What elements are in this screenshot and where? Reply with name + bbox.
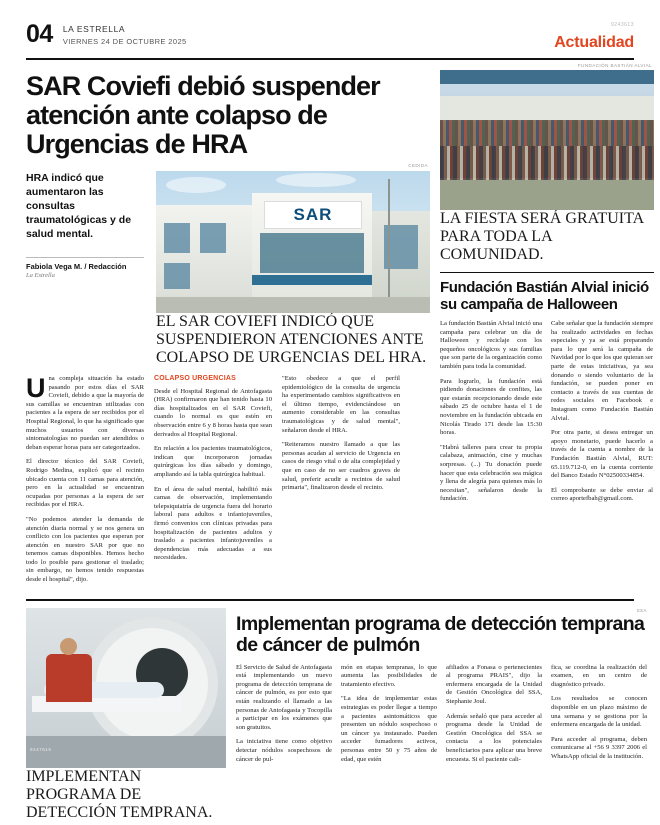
main-photo bbox=[156, 171, 430, 313]
paragraph: La fundación Bastián Alvial inició una campaña para celebrar un día de Halloween y reciclaje con los pequeños oncológicos y sus familias que son parte de la organización como también para toda la comunidad. bbox=[440, 320, 542, 370]
paragraph: món en etapas tempranas, lo que aumenta las posibilidades de tratamiento efectivo. bbox=[341, 663, 437, 688]
publication-date: VIERNES 24 DE OCTUBRE 2025 bbox=[62, 37, 187, 46]
paragraph: Desde el Hospital Regional de Antofagasta (HRA) confirmaron que han tenido hasta 10 días hospitalizados en el SAR Coviefi, cuando lo normal es que estén en observación entre 6 y 8 horas hasta que sean derivados al Hospital Regional. bbox=[154, 387, 272, 438]
paragraph: En el área de salud mental, habilitó más camas de observación, implementando telepsiquiatría de urgencia fuera del horario laboral para adultos e infantojuveniles, firmó convenios con clínicas privadas para hospitalización de pacientes adultos y traslado a pacientes infantojuveniles a dependencias más adecuadas a sus necesidades. bbox=[154, 485, 272, 562]
halloween-photo-credit: FUNDACIÓN BASTIÁN ALVIAL bbox=[577, 63, 652, 68]
main-lead-row bbox=[26, 163, 430, 367]
paragraph: afiliados a Fonasa o pertenecientes al programa PRAIS", dijo la enfermera encargada de la Unidad de Gestión Oncológica del SSA, Stephanie Joul. bbox=[446, 663, 542, 706]
cancer-title: Implementan programa de detección temprana de cáncer de pulmón bbox=[236, 612, 645, 656]
main-byline-sub: La Estrella bbox=[26, 272, 55, 279]
paragraph: El comprobante se debe enviar al correo aportefbah@gmail.com. bbox=[551, 486, 653, 503]
cancer-photo-caption: IMPLEMENTAN PROGRAMA DE DETECCIÓN TEMPRANA. bbox=[26, 767, 213, 821]
cancer-col-4 bbox=[551, 664, 647, 771]
main-lead-column bbox=[26, 171, 144, 367]
paragraph: "Habrá talleres para crear tu propia calabaza, animación, cine y muchas sorpresas. (...) Tu donación puede hacer que esta celebración sea mágica y llena de alegría para quienes más lo necesitan", señalaron desde la fundación. bbox=[440, 443, 542, 503]
main-col-3 bbox=[282, 375, 400, 591]
paragraph: La iniciativa tiene como objetivo detectar nódulos sospechosos de cáncer de pul- bbox=[236, 738, 332, 763]
paragraph: fica, se coordina la realización del examen, en un centro de diagnóstico privado. bbox=[551, 663, 647, 688]
main-col-2 bbox=[154, 375, 272, 591]
cancer-photo-block bbox=[26, 608, 226, 822]
paragraph: "No podemos atender la demanda de atención diaria normal y se nos genera un conflicto con los pacientes que esperan por atención en nuestro SAR por que no tenemos camas disponibles. Hemos hecho todo lo posible para gestionar el traslado; sin embargo, no hemos tenido respuestas desde el hospital", dijo. bbox=[26, 515, 144, 584]
paper-name: LA ESTRELLA bbox=[62, 24, 126, 34]
cancer-col-2 bbox=[341, 664, 437, 771]
cancer-col-3 bbox=[446, 664, 542, 771]
masthead bbox=[26, 22, 634, 60]
cancer-col-1 bbox=[236, 664, 332, 771]
main-byline: Fabiola Vega M. / Redacción bbox=[26, 257, 144, 271]
halloween-photo-caption: LA FIESTA SERÁ GRATUITA PARA TODA LA COMUNIDAD. bbox=[440, 210, 644, 263]
top-region bbox=[26, 63, 653, 591]
halloween-title: Fundación Bastián Alvial inició su campaña de Halloween bbox=[440, 279, 649, 313]
main-headline: SAR Coviefi debió suspender atención ante colapso de Urgencias de HRA bbox=[26, 71, 380, 159]
masthead-left bbox=[26, 22, 187, 46]
page-number: 04 bbox=[26, 20, 53, 48]
paragraph: "Esto obedece a que el perfil epidemiológico de la consulta de urgencia ha experimentado cambios significativos en el último tiempo, evidenciándose un aumento considerable en las consultas traumatológicas y de salud mental", señalaron desde el HRA. bbox=[282, 375, 400, 434]
story-main bbox=[26, 70, 430, 591]
story-halloween bbox=[440, 63, 654, 591]
paragraph: Una compleja situación ha estado pasando por estos días el SAR Coviefi, debido a que la mayoría de sus camillas se encuentran utilizadas con pacientes a la espera de ser recibidos por el Hospital Regional, lo que ha significado que muchos usuarios con diversas sintomatologías no puedan ser atendidos o deban esperar horas para ser categorizados. bbox=[26, 373, 144, 451]
section-title: Actualidad bbox=[554, 34, 634, 51]
paragraph: "Reiteramos nuestro llamado a que las personas acudan al servicio de Urgencia en casos de riesgo vital o de alta complejidad y que en caso de no ser cuadros graves de salud, preferir acudir a recintos de salud primaria", finalizaron desde el recinto. bbox=[282, 441, 400, 492]
halloween-columns bbox=[440, 320, 654, 510]
main-subhead: COLAPSO URGENCIAS bbox=[154, 375, 236, 382]
paragraph: En relación a los pacientes traumatológicos, indican que incorporaron jornadas quirúrgicas los días sábado y domingo, ampliando así la tabla quirúrgica habitual. bbox=[154, 445, 272, 478]
paragraph: El director técnico del SAR Coviefi, Rodrigo Medina, explicó que el recinto ubicado cuenta con 11 camas para atención, pero en la actualidad se encuentran ocupadas por personas a la espera de ser recibidas por el HRA. bbox=[26, 458, 144, 509]
story-cancer bbox=[26, 599, 647, 822]
cancer-photo bbox=[26, 608, 226, 768]
cancer-photo-credit: SSA bbox=[636, 607, 647, 613]
main-photo-block bbox=[156, 163, 430, 367]
halloween-photo bbox=[440, 70, 654, 210]
cancer-photo-code: 9247615 bbox=[30, 746, 52, 752]
masthead-right bbox=[554, 22, 634, 52]
paragraph: Los resultados se conocen disponible en un plazo máximo de una semana y se gestiona por la enfermera encargada de la unidad. bbox=[551, 695, 647, 729]
paragraph: El Servicio de Salud de Antofagasta está implementando un nuevo programa de detección temprana de cáncer de pulmón, es por esto que están realizando el llamado a las personas de Antofagasta y Tocopilla a participar en los exámenes que son gratuitos. bbox=[236, 663, 332, 731]
main-photo-caption: EL SAR COVIEFI INDICÓ QUE SUSPENDIERON ATENCIONES ANTE COLAPSO DE URGENCIAS DEL HRA. bbox=[156, 313, 427, 366]
halloween-divider bbox=[440, 272, 654, 273]
paragraph: Además señaló que para acceder al programa desde la Unidad de Gestión Oncológica del SSA se contacta a los potenciales beneficiarios para aplicar una breve encuesta. Si el paciente cali- bbox=[446, 712, 542, 763]
masthead-titles bbox=[63, 22, 187, 46]
halloween-col-2 bbox=[551, 320, 653, 510]
paragraph: Para acceder al programa, deben comunicarse al +56 9 3397 2006 el WhatsApp oficial de la institución. bbox=[551, 735, 647, 760]
cancer-text-block bbox=[236, 608, 647, 822]
main-lead-text: HRA indicó que aumentaron las consultas traumatológicas y de salud mental. bbox=[26, 172, 132, 240]
paragraph: Para lograrlo, la fundación está pidiendo donaciones de confites, las que estarán recepcionando desde este sábado 25 de octubre hasta el 1 de noviembre en la fundación ubicada en Nicolás Tirado 171 desde las 15:30 horas. bbox=[440, 377, 542, 437]
cancer-columns bbox=[236, 664, 647, 771]
main-col-1 bbox=[26, 375, 144, 591]
sar-sign: SAR bbox=[264, 201, 362, 229]
paragraph: Cabe señalar que la fundación siempre ha realizado actividades en fechas especiales y ya se está preparando para lo que será la campaña de Navidad por lo que los que quieran ser parte de estas iniciativas, ya sea donando o siendo voluntario de la fundación, se pueden poner en contacto a través de sus cuentas de redes sociales en Facebook e Instagram como Fundación Bastián Alvial. bbox=[551, 320, 653, 422]
paragraph: Por otra parte, si desea entregar un apoyo monetario, puede hacerlo a través de la cuenta a nombre de la Fundación Bastián Alvial, RUT: 65.119.712-0, en la cuenta corriente del Banco Estado N°02500334854. bbox=[551, 429, 653, 480]
main-photo-credit: CEDIDA bbox=[408, 163, 428, 168]
main-body-columns bbox=[26, 375, 430, 591]
page-code: 9243613 bbox=[611, 22, 634, 28]
halloween-col-1 bbox=[440, 320, 542, 510]
paragraph: "La idea de implementar estas estrategias es poder llegar a tiempo a pacientes asintomáticos que presenten un nódulo sospechoso o un cáncer ya instaurado. Pueden acceder fumadores activos, personas entre 50 y 75 años de edad, que estén bbox=[341, 695, 437, 763]
